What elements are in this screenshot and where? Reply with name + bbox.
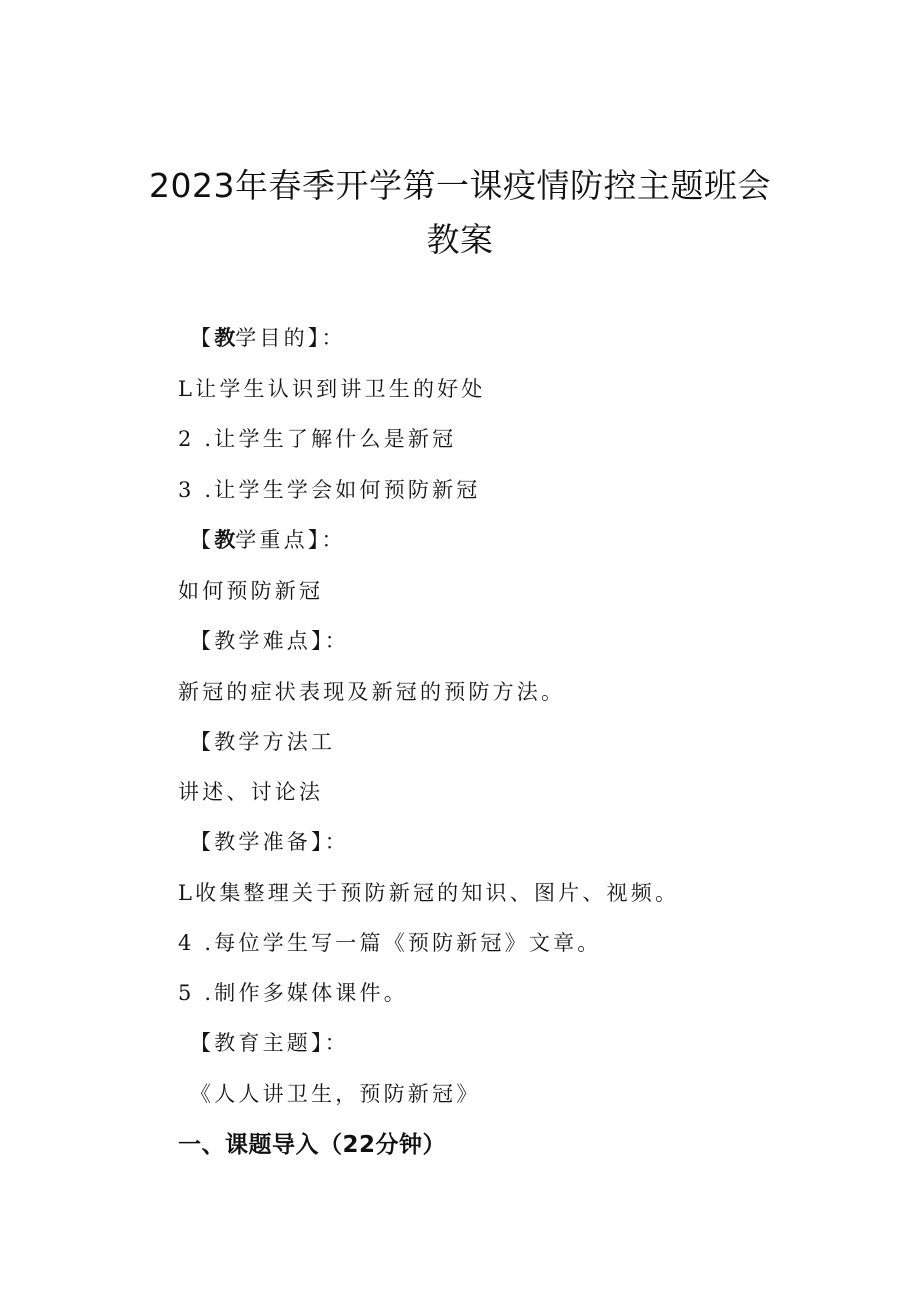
key-points-text: 如何预防新冠 [178,579,324,603]
objective-item: L让学生认识到讲卫生的好处 [178,377,486,401]
difficulties-label: 【教学难点】： [190,629,349,653]
methods-label: 【教学方法工 [190,730,336,754]
methods-text: 讲述、讨论法 [178,780,324,804]
theme-text: 《人人讲卫生，预防新冠》 [190,1082,481,1106]
objective-item: 3 .让学生学会如何预防新冠 [178,478,481,502]
theme-label: 【教育主题】： [190,1031,349,1055]
difficulties-text: 新冠的症状表现及新冠的预防方法。 [178,680,566,704]
preparation-item: L收集整理关于预防新冠的知识、图片、视频。 [178,881,680,905]
section-heading: 一、课题导入（22分钟） [178,1132,447,1158]
preparation-item: 4 .每位学生写一篇《预防新冠》文章。 [178,931,602,955]
objectives-label: 【教学目的】： [190,325,346,350]
preparation-label: 【教学准备】： [190,830,349,854]
document-title-line2: 教案 [426,220,494,259]
objective-item: 2 .让学生了解什么是新冠 [178,427,457,451]
preparation-item: 5 .制作多媒体课件。 [178,981,408,1005]
document-title-line1: 2023年春季开学第一课疫情防控主题班会 [149,166,771,205]
key-points-label: 【教学重点】： [190,527,346,552]
